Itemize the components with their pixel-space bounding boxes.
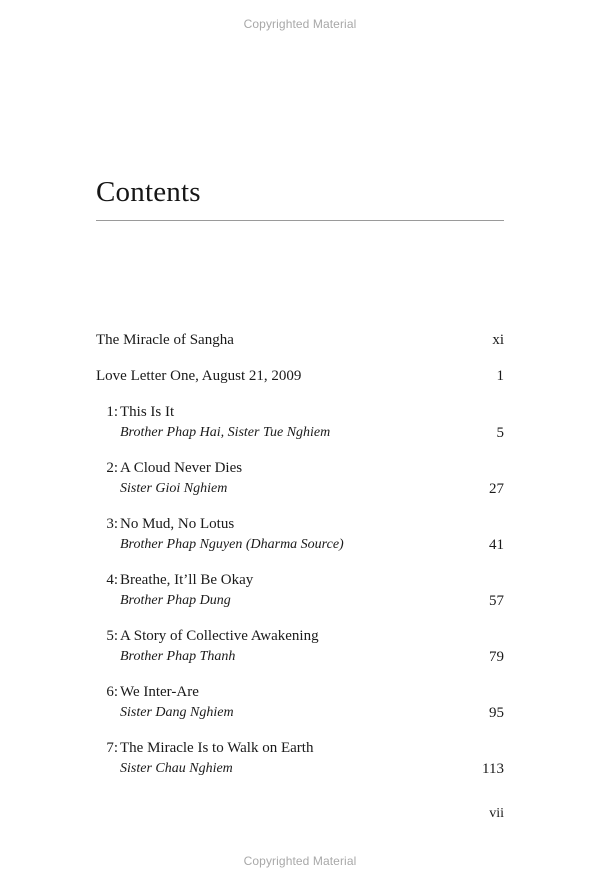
chapter-number: 7: xyxy=(106,740,118,756)
chapter-page: 41 xyxy=(489,537,504,553)
chapter-number: 5: xyxy=(106,628,118,644)
title-rule xyxy=(96,220,504,221)
chapter-page: 79 xyxy=(489,649,504,665)
toc-chapter[interactable] xyxy=(96,738,504,782)
chapter-author: Brother Phap Nguyen (Dharma Source) xyxy=(120,537,344,552)
chapter-title: The Miracle Is to Walk on Earth xyxy=(120,740,314,756)
chapter-title: No Mud, No Lotus xyxy=(120,516,235,532)
toc-entry-page: xi xyxy=(492,332,504,348)
chapter-author: Sister Chau Nghiem xyxy=(120,761,233,776)
chapter-author: Brother Phap Dung xyxy=(120,593,231,608)
chapter-number: 2: xyxy=(106,460,118,476)
watermark-top: Copyrighted Material xyxy=(243,17,357,31)
chapter-page: 113 xyxy=(482,761,504,777)
toc-chapter[interactable] xyxy=(96,682,504,726)
toc-chapter[interactable] xyxy=(96,626,504,670)
page-title: Contents xyxy=(96,176,201,208)
toc-entry-title: Love Letter One, August 21, 2009 xyxy=(96,368,302,384)
chapter-number: 4: xyxy=(106,572,118,588)
page-folio: vii xyxy=(489,806,504,821)
toc-entry-title: The Miracle of Sangha xyxy=(96,332,234,348)
toc-chapter[interactable] xyxy=(96,402,504,446)
chapter-author: Brother Phap Hai, Sister Tue Nghiem xyxy=(120,425,331,440)
chapter-number: 6: xyxy=(106,684,118,700)
chapter-title: We Inter-Are xyxy=(120,684,199,700)
chapter-page: 5 xyxy=(496,425,504,441)
chapter-number: 1: xyxy=(106,404,118,420)
chapter-number: 3: xyxy=(106,516,118,532)
toc-chapter[interactable] xyxy=(96,514,504,558)
chapter-page: 27 xyxy=(489,481,504,497)
chapter-title: A Story of Collective Awakening xyxy=(120,628,319,644)
watermark-bottom: Copyrighted Material xyxy=(243,854,357,868)
chapter-page: 95 xyxy=(489,705,504,721)
chapter-title: Breathe, It’ll Be Okay xyxy=(120,572,254,588)
toc-chapter[interactable] xyxy=(96,458,504,502)
chapter-title: A Cloud Never Dies xyxy=(120,460,243,476)
chapter-page: 57 xyxy=(489,593,504,609)
toc-chapter[interactable] xyxy=(96,570,504,614)
chapter-author: Sister Dang Nghiem xyxy=(120,705,234,720)
chapter-title: This Is It xyxy=(120,404,175,420)
toc-entry-page: 1 xyxy=(496,368,504,384)
chapter-author: Sister Gioi Nghiem xyxy=(120,481,228,496)
chapter-author: Brother Phap Thanh xyxy=(120,649,236,664)
